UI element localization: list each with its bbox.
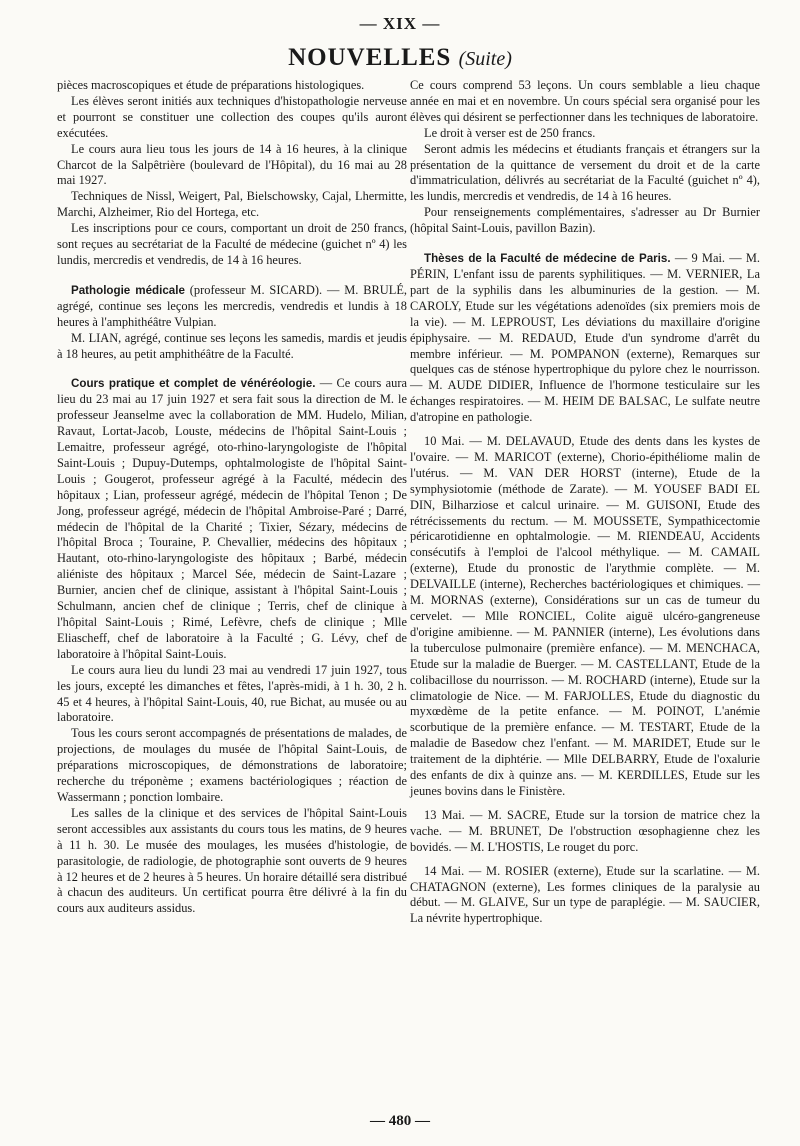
page-number: — XIX — [359, 14, 441, 33]
paragraph-text: pièces macroscopiques et étude de préparations histologiques. [57, 78, 365, 92]
paragraph [57, 331, 407, 363]
paragraph [57, 221, 407, 269]
paragraph [410, 434, 760, 800]
section-title: Pathologie médicale [71, 283, 185, 297]
paragraph [57, 94, 407, 142]
paragraph-text: Les salles de la clinique et des services de l'hôpital Saint-Louis seront accessibles aux assistants du cours tous les matins, de 9 heures à 11 h. 30. Le musée des moulages, les musées d'histologie, de parasitologie, de radiologie, de photographie sont ouverts de 9 heures à 12 heures et de 2 heures à 5 heures. Un horaire détaillé sera distribué à chacun des auditeurs. Un certificat pourra être délivré à la fin du cours aux auditeurs assidus. [57, 805, 407, 916]
paragraph-text: Seront admis les médecins et étudiants français et étrangers sur la présentation de la quittance de versement du droit et de la carte d'immatriculation, délivrés au secrétariat de la Faculté (guichet nº 4), les lundis, mercredis et vendredis, de 14 à 16 heures. [410, 141, 760, 204]
section-paragraph [57, 283, 407, 331]
section-paragraph [57, 376, 407, 662]
paragraph-text: 13 Mai. — M. SACRE, Etude sur la torsion de matrice chez la vache. — M. BRUNET, De l'obstruction œsophagienne chez les bovidés. — M. L'HOSTIS, Le rouget du porc. [410, 807, 760, 854]
section-title: Thèses de la Faculté de médecine de Paris. [424, 252, 671, 266]
paragraph-text: Le cours aura lieu du lundi 23 mai au vendredi 17 juin 1927, tous les jours, excepté les dimanches et fêtes, l'après-midi, à 1 h. 30, 2 h. 45 et 4 heures, à l'hôpital Saint-Louis, 40, rue Bichat, au musée ou au laboratoire. [57, 662, 407, 725]
paragraph-text: Tous les cours seront accompagnés de présentations de malades, de projections, de moulages du musée de l'hôpital Saint-Louis, de préparations microscopiques, de démonstrations de laboratoire; recherche du tréponème ; examens bactériologiques ; réaction de Wassermann ; ponction lombaire. [57, 726, 407, 804]
paragraph-text: Pour renseignements complémentaires, s'adresser au Dr Burnier (hôpital Saint-Louis, pavillon Bazin). [410, 205, 760, 236]
paragraph-text: Le droit à verser est de 250 francs. [424, 125, 596, 140]
paragraph [410, 205, 760, 237]
section-title: Cours pratique et complet de vénéréologie. [71, 377, 316, 391]
paragraph [410, 142, 760, 206]
paragraph-text: Techniques de Nissl, Weigert, Pal, Bielschowsky, Cajal, Lhermitte, Marchi, Alzheimer, Rio del Hortega, etc. [57, 189, 407, 220]
section-text: (professeur M. SICARD). — M. BRULÉ, agrégé, continue ses leçons les mercredis, vendredis et lundis à 18 heures à l'amphithéâtre Vulpian. [57, 282, 407, 329]
paragraph [57, 806, 407, 917]
heading-subtitle: (Suite) [458, 48, 512, 70]
folio-number: — 480 — [370, 1113, 430, 1129]
section-text: — 9 Mai. — M. PÉRIN, L'enfant issu de parents syphilitiques. — M. VERNIER, La part de la syphilis dans les albuminuries de la gestion. — M. CAROLY, Etude sur les végétations adenoïdes (six premiers mois de la vie). — M. LEPROUST, Les déviations du maxillaire d'origine épiphysaire. — M. REDAUD, Etude d'un syndrome d'arrêt du membre inférieur. — M. POMPANON (externe), Remarques sur quelques cas de sténose hypertrophique du pylore chez le nourrisson. — M. AUDE DIDIER, Influence de l'hormone testiculaire sur les échanges respiratoires. — M. HEIM DE BALSAC, Le sulfate neutre d'atropine en pathologie. [410, 251, 761, 425]
paragraph [57, 663, 407, 727]
paragraph [57, 726, 407, 806]
paragraph-text: Le cours aura lieu tous les jours de 14 à 16 heures, à la clinique Charcot de la Salpêtrière (boulevard de l'Hôpital), du 16 mai au 28 mai 1927. [57, 141, 407, 188]
section-paragraph [410, 251, 760, 426]
paragraph-text: Ce cours comprend 53 leçons. Un cours semblable a lieu chaque année en mai et en novembre. Un cours spécial sera organisé pour les élèves qui désirent se perfectionner dans les techniques de laboratoire. [410, 78, 760, 124]
section-text: — Ce cours aura lieu du 23 mai au 17 juin 1927 et sera fait sous la direction de M. le professeur Jeanselme avec la collaboration de MM. Hudelo, Milian, Ravaut, Lortat-Jacob, Louste, médecins de l'hôpital Saint-Louis ; Lemaitre, professeur agrégé, oto-rhino-laryngologiste de l'hôpital Saint-Louis ; Dupuy-Dutemps, ophtalmologiste de l'hôpital Saint-Louis ; Gougerot, professeur agrégé à la Faculté, médecin des hôpitaux ; Lian, professeur agrégé, médecin de l'hôpital Tenon ; De Jong, professeur agrégé, médecin de l'hôpital Ambroise-Paré ; Darré, médecin de l'hôpital de la Charité ; Tixier, Sézary, médecins de l'hôpital Broca ; Touraine, P. Chevallier, médecins des hôpitaux ; Hautant, oto-rhino-laryngologiste des hôpitaux ; Barbé, médecin aliéniste des hôpitaux ; Marcel Sée, médecin de Saint-Lazare ; Burnier, ancien chef de clinique, assistant à l'hôpital Saint-Louis ; Schulmann, ancien chef de clinique ; Terris, chef de clinique à l'hôpital Saint-Louis ; Rimé, Lefèvre, chefs de clinique ; Mlle Eliascheff, chef de laboratoire à la Faculté ; G. Lévy, chef de laboratoire à l'hôpital Saint-Louis. [57, 376, 407, 661]
paragraph-text: Les élèves seront initiés aux techniques d'histopathologie nerveuse et pourront se constituer une collection des coupes qu'ils auront exécutées. [57, 93, 407, 140]
paragraph-text: Les inscriptions pour ce cours, comportant un droit de 250 francs, sont reçues au secrétariat de la Faculté de médecine (guichet nº 4) les lundis, mercredis et vendredis, de 14 à 16 heures. [57, 221, 407, 267]
paragraph [57, 142, 407, 190]
left-column [57, 78, 407, 917]
page-heading [0, 44, 800, 72]
paragraph [410, 864, 760, 928]
paragraph [57, 78, 407, 94]
paragraph [410, 78, 760, 126]
paragraph-text: M. LIAN, agrégé, continue ses leçons les samedis, mardis et jeudis à 18 heures, au petit amphithéâtre de la Faculté. [57, 330, 407, 361]
paragraph-text: 10 Mai. — M. DELAVAUD, Etude des dents dans les kystes de l'ovaire. — M. MARICOT (externe), Chorio-épithéliome malin de l'utérus. — M. VAN DER HORST (interne), Etude de la symphysiotomie (méthode de Zarate). — M. YOUSEF BADI EL DIN, Bilharziose et calcul urinaire. — M. GUISONI, Etude des rétrécissements du rectum. — M. MOUSSETE, Sympathicectomie péricarotidienne en ophtalmologie. — M. RIENDEAU, Accidents consécutifs à l'emploi de l'alcool méthylique. — M. CAMAIL (externe), Etude du pronostic de l'arythmie complète. — M. DELVAILLE (interne), Recherches bactériologiques et chimiques. — M. MORNAS (externe), Considérations sur un cas de tumeur du cervelet. — Mlle RONCIEL, Colite aiguë ulcéro-gangreneuse d'origine amibienne. — M. PANNIER (interne), Les évolutions dans la tuberculose pulmonaire (première enfance). — M. MENCHACA, Etude sur la maladie de Buerger. — M. CASTELLANT, Etude de la colibacillose du nourrisson. — M. ROCHARD (interne), Etude sur la climatologie de Nice. — M. FARJOLLES, Etude du diagnostic du myxœdème de la petite enfance. — M. POINOT, L'anémie scorbutique de la première enfance. — M. TESTART, Etude de la maladie de Basedow chez l'enfant. — M. MARIDET, Etude sur le traitement de la diphtérie. — Mlle DELBARRY, Etude de l'oxalurie des enfants de dix à quinze ans. — M. KERDILLES, Etude sur les jeunes bovins dans le Finistère. [410, 434, 760, 798]
paragraph [57, 189, 407, 221]
paragraph-text: 14 Mai. — M. ROSIER (externe), Etude sur la scarlatine. — M. CHATAGNON (externe), Les formes cliniques de la paralysie au début. — M. GLAIVE, Sur un type de paraplégie. — M. SAUCIER, La névrite hypertrophique. [410, 863, 760, 926]
right-column [410, 78, 760, 927]
paragraph [410, 126, 760, 142]
paragraph [410, 808, 760, 856]
heading-title: NOUVELLES [288, 44, 452, 71]
